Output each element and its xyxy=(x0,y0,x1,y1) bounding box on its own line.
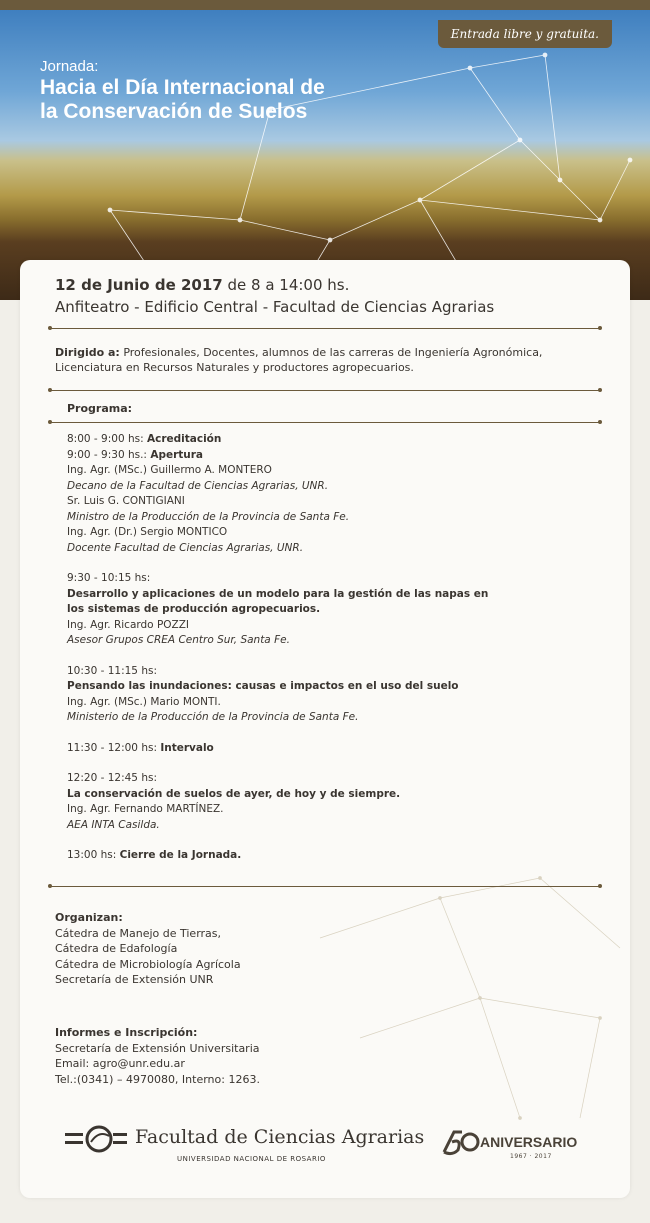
organizer: Secretaría de Extensión UNR xyxy=(55,973,214,986)
schedule-time: 12:20 - 12:45 hs: xyxy=(67,772,157,784)
talk-title: Pensando las inundaciones: causas e impactos en el uso del suelo xyxy=(67,680,459,692)
divider xyxy=(50,422,600,423)
speaker-role: AEA INTA Casilda. xyxy=(67,818,160,831)
audience-text: Dirigido a: Profesionales, Docentes, alumnos de las carreras de Ingeniería Agronómica, Licenciatura en Recursos Naturales y productores agropecuarios. xyxy=(55,346,543,374)
contact-phone: Tel.:(0341) – 4970080, Interno: 1263. xyxy=(55,1072,260,1086)
hero-banner xyxy=(0,10,650,300)
faint-network-graphic xyxy=(300,858,630,1158)
organizer: Cátedra de Manejo de Tierras, xyxy=(55,926,222,940)
organizer: Cátedra de Edafología xyxy=(55,942,178,955)
speaker-role: Ministerio de la Producción de la Provincia de Santa Fe. xyxy=(67,711,359,723)
speaker-role: Decano de la Facultad de Ciencias Agrarias, UNR. xyxy=(67,479,329,492)
event-title: Hacia el Día Internacional de la Conservación de Suelos xyxy=(40,76,325,123)
talk-title: Desarrollo y aplicaciones de un modelo para la gestión de las napas en los sistemas de producción agropecuarios. xyxy=(67,587,489,615)
divider xyxy=(50,886,600,887)
schedule-item: 13:00 hs: Cierre de la Jornada. xyxy=(67,849,242,861)
contact-email: Email: agro@unr.edu.ar xyxy=(55,1057,185,1070)
organizers-heading: Organizan: xyxy=(55,911,123,924)
schedule-time: 10:30 - 11:15 hs: xyxy=(67,664,157,677)
schedule-item: 11:30 - 12:00 hs: Intervalo xyxy=(67,741,214,754)
program-schedule xyxy=(67,432,587,864)
contact-heading: Informes e Inscripción: xyxy=(55,1026,198,1039)
free-entry-badge: Entrada libre y gratuita. xyxy=(438,20,612,48)
faculty-name: Facultad de Ciencias Agrarias xyxy=(135,1126,425,1148)
network-lines-graphic xyxy=(0,10,650,300)
contact-block xyxy=(55,1025,260,1087)
faculty-logo xyxy=(65,1122,425,1172)
event-location: Anfiteatro - Edificio Central - Facultad de Ciencias Agrarias xyxy=(55,298,495,316)
anniversary-label: ANIVERSARIO xyxy=(480,1134,578,1150)
organizers-block xyxy=(55,910,241,988)
speaker-name: Ing. Agr. Fernando MARTÍNEZ. xyxy=(67,803,224,815)
speaker-name: Ing. Agr. Ricardo POZZI xyxy=(67,618,190,631)
talk-title: La conservación de suelos de ayer, de hoy y de siempre. xyxy=(67,787,401,800)
organizer: Cátedra de Microbiología Agrícola xyxy=(55,957,241,971)
faculty-emblem-icon xyxy=(65,1124,127,1154)
speaker-role: Asesor Grupos CREA Centro Sur, Santa Fe. xyxy=(67,634,290,646)
speaker-role: Docente Facultad de Ciencias Agrarias, UNR. xyxy=(67,541,304,554)
contact-line: Secretaría de Extensión Universitaria xyxy=(55,1041,260,1055)
divider xyxy=(50,328,600,329)
program-heading: Programa: xyxy=(67,402,133,415)
anniversary-50-icon xyxy=(440,1128,480,1158)
schedule-time: 9:30 - 10:15 hs: xyxy=(67,572,151,584)
info-card xyxy=(20,260,630,1198)
top-bar xyxy=(0,0,650,10)
speaker-name: Sr. Luis G. CONTIGIANI xyxy=(67,495,185,507)
schedule-item: 8:00 - 9:00 hs: Acreditación xyxy=(67,433,222,445)
schedule-item: 9:00 - 9:30 hs.: Apertura xyxy=(67,448,204,461)
speaker-name: Ing. Agr. (MSc.) Mario MONTI. xyxy=(67,695,221,708)
anniversary-years: 1967 · 2017 xyxy=(510,1153,552,1160)
speaker-name: Ing. Agr. (Dr.) Sergio MONTICO xyxy=(67,526,228,538)
speaker-role: Ministro de la Producción de la Provincia de Santa Fe. xyxy=(67,510,350,523)
event-date: 12 de Junio de 2017 de 8 a 14:00 hs. xyxy=(55,276,350,294)
divider xyxy=(50,390,600,391)
event-type-label: Jornada: xyxy=(40,58,99,75)
anniversary-logo xyxy=(440,1126,590,1166)
speaker-name: Ing. Agr. (MSc.) Guillermo A. MONTERO xyxy=(67,464,272,476)
university-name: UNIVERSIDAD NACIONAL DE ROSARIO xyxy=(177,1155,326,1163)
